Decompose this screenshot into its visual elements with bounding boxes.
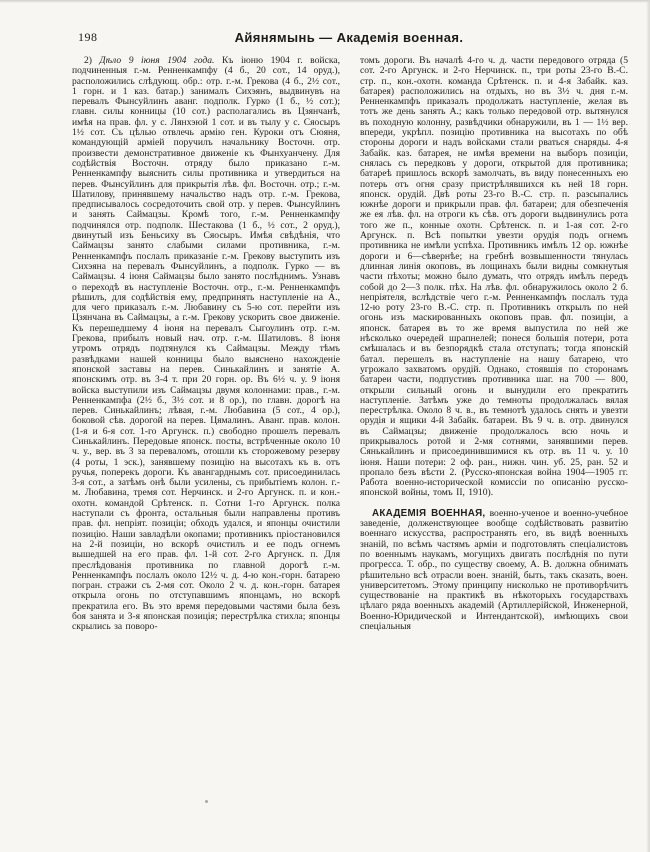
left-column bbox=[72, 56, 340, 796]
page-number: 198 bbox=[78, 30, 98, 44]
running-title: Айянямынь — Академія военная. bbox=[234, 30, 464, 45]
right-column bbox=[360, 56, 628, 796]
article-akademiya-voennaya bbox=[360, 509, 628, 633]
scan-edge-right bbox=[646, 0, 650, 852]
scan-edge-top bbox=[0, 0, 650, 3]
scan-speck bbox=[205, 800, 208, 803]
right-column-continuation bbox=[360, 56, 628, 499]
case-number-prefix: 2) bbox=[84, 56, 100, 66]
page-header bbox=[72, 30, 626, 48]
text-columns bbox=[72, 56, 628, 796]
left-column-body-text: Къ іюню 1904 г. войска, подчиненныя г.-м. Ренненкампфу (4 б., 20 сот., 14 оруд.), расположились слѣдующ. обр.: отр. г.-м. Грекова (4 б., 2½ сот., 1 горн. и 1 каз. батар.) занималъ Сихэянъ, выдвинувъ на перевалъ Фынсуйлинъ аванг. подполк. Гурко (1 б., ½ сот.); главн. силы конницы (10 сот.) располагались въ Цзянчанѣ, имѣя на прав. фл. у с. Лянхэюй 1 сот. и въ тылу у с. Сяосыръ 1½ сот. Съ цѣлью отвлечь армію ген. Куроки отъ Сюяня, командующій арміей поручилъ начальнику Восточн. отр. произвести демонстративное движеніе къ Фынхуанчену. Для содѣйствія Восточн. отряду было приказано г.-м. Ренненкампфу выяснить силы противника и утвердиться на перев. Фынсуйлинъ для прикрытія лѣв. фл. Восточн. отр.; г.-м. Шатилову, принявшему начальство надъ отр. г.-м. Грекова, предписывалось сосредоточить свой отр. у перев. Фынсуйлинъ и занять Саймацзы. Кромѣ того, г.-м. Ренненкампфу подчинялся отр. подполк. Шестакова (1 б., ½ сот., 2 оруд.), двинутый изъ Беньсиху въ Сяосыръ. Имѣя свѣдѣнія, что Саймацзы занято слабыми силами противника, г.-м. Ренненкампфъ послалъ приказаніе г.-м. Грекову выступить изъ Сихэяна на перевалъ Фынсуйлинъ, а подполк. Гурко — въ Саймацзы. 4 іюня Саймацзы было занято послѣднимъ. Узнавъ о переходѣ въ наступленіе Восточн. отр., г.-м. Ренненкампфъ рѣшилъ, для содѣйствія ему, предпринять наступленіе на А., для чего приказалъ г.-м. Любавину съ 5-ю сот. перейти изъ Цзянчана въ Саймацзы, а г.-м. Грекову ускорить свое движеніе. Къ перешедшему 4 іюня на перевалъ Сыгоулинъ отр. г.-м. Грекова, прибылъ новый нач. отр. г.-м. Шатиловъ. 8 іюня утромъ отрядъ подтянулся къ Саймацзы. Между тѣмъ развѣдками нашей конницы было выяснено нахожденіе японской заставы на перев. Синькайлинъ и занятіе А. японскимъ отр. въ 3-4 т. при 20 горн. ор. Въ 6½ ч. у. 9 іюня войска выступили изъ Саймацзы двумя колоннами: прав., г.-м. Ренненкампфа (2½ б., 3½ сот. и 8 ор.), по главн. дорогѣ на перев. Синькайлинъ; лѣвая, г.-м. Любавина (5 сот., 4 ор.), боковой сѣв. дорогой на перев. Цямалинъ. Аванг. прав. колон. (1-я и 6-я сот. 1-го Аргунск. п.) свободно прошелъ перевалъ Синькайлинъ. Передовые японск. посты, встрѣченные около 10 ч. у., вер. въ 3 за переваломъ, отошли къ сторожевому резерву (4 роты, 1 эск.), занявшему позицію на высотахъ къ в. отъ ручья, поперекъ дороги. Къ авангарднымъ сот. присоединилась 3-я сот., а затѣмъ онѣ были усилены, съ прибытіемъ колон. г.-м. Любавина, тремя сот. Нерчинск. и 2-го Аргунск. п. и кон.-охотн. командой Срѣтенск. п. Сотни 1-го Аргунск. полка наступали съ фронта, остальныя были направлены противъ прав. фл. непріят. позиціи; обходъ удался, и японцы очистили позицію. Наши завладѣли окопами; противникъ пріостановился на 2-й позиціи, но вскорѣ очистилъ и ее подъ огнемъ вышедшей на его прав. фл. 1-й сот. 2-го Аргунск. п. Для преслѣдованія противника по главной дорогѣ г.-м. Ренненкампфъ послалъ около 12½ ч. д. 4-ю кон.-горн. батарею погран. стражи съ 2-мя сот. Около 2 ч. д. кон.-горн. батарея открыла огонь по отступавшимъ японцамъ, но вскорѣ прекратила его. Въ это время передовыми частями была безъ боя занята и 3-я японская позиція; перестрѣлка стихла; японцы скрылись за поворо- bbox=[72, 56, 340, 633]
article-heading-akademiya-voennaya: АКАДЕМІЯ ВОЕННАЯ, bbox=[372, 507, 486, 519]
right-column-continuation-text: томъ дороги. Въ началѣ 4-го ч. д. части передового отряда (5 сот. 2-го Аргунск. и 2-го Нерчинск. п., три роты 23-го В.-С. стр. п., кон.-охотн. команда Срѣтенск. п. и 4-я Забайк. каз. батарея) расположились на отдыхъ, но въ 3½ ч. дня г.-м. Ренненкампфъ приказалъ продолжать наступленіе, желая въ тотъ же день занять А.; какъ только передовой отр. вытянулся въ походную колонну, развѣдчики обнаружили, въ 1 — 1½ вер. впереди, укрѣпл. позицію противника на высотахъ по обѣ стороны дороги и надъ войсками стали рваться снаряды. 4-я Забайк. каз. батарея, не имѣя времени на выборъ позиціи, снялась съ передковъ у дороги, открытой для противника; батареѣ пришлось вскорѣ замолчать, въ виду понесенныхъ ею потерь отъ огня сразу пристрѣлявшихся къ ней 18 горн. японск. орудій. Двѣ роты 23-го В.-С. стр. п. разсыпались южнѣе дороги и прикрыли прав. фл. батареи; для обезпеченія же ея лѣв. фл. на отроги къ сѣв. отъ дороги выдвинулись рота того же п., конные охотн. Срѣтенск. п. и 1-ая сот. 2-го Аргунск. п. Всѣ попытки увезти орудія подъ огнемъ противника не имѣли успѣха. Противникъ имѣлъ 12 ор. южнѣе дороги и 6—сѣвернѣе; на гребнѣ возвышенности тянулась длинная линія окоповъ, въ лощинахъ были видны сомкнутыя части пѣхоты; можно было думать, что отрядъ имѣлъ передъ собой до 2—3 полк. пѣх. На лѣв. фл. обнаружилось около 2 б. непріятеля, вслѣдствіе чего г.-м. Ренненкампфъ послалъ туда 12-ю роту 23-го В.-С. стр. п. Противникъ открылъ по ней огонь изъ маскированныхъ окоповъ прав. фл. позиціи, а японск. батарея въ то же время выпустила по ней же нѣсколько очередей шрапнелей; понеся большія потери, рота смѣшалась и въ безпорядкѣ стала отступать; тогда японскій батал. перешелъ въ наступленіе на нашу батарею, что угрожало захватомъ орудій. Однако, стоявшія по сторонамъ батареи части, подпустивъ противника шаг. на 700 — 800, открыли сильный огонь и вынудили его прекратить наступленіе. Затѣмъ уже до темноты продолжалась вялая перестрѣлка. Около 8 ч. в., въ темнотѣ удалось снять и увезти орудія и ящики 4-й Забайк. батареи. Въ 9 ч. в. отр. двинулся въ Саймацзы; движеніе продолжалось всю ночь и прикрывалось ротой и 2-мя сотнями, занявшими перев. Сянькайлинъ и присоединившимися къ отр. въ 11 ч. у. 10 іюня. Наши потери: 2 оф. ран., нижн. чин. уб. 25, ран. 52 и пропало безъ вѣсти 2. (Русско-японская война 1904—1905 гг. Работа военно-исторической комиссіи по описанію русско-японской войны, томъ II, 1910). bbox=[360, 56, 628, 499]
case-title-italic: Дѣло 9 іюня 1904 года. bbox=[99, 56, 215, 66]
article-ayanyamyn-continuation bbox=[72, 56, 340, 633]
article-akademiya-voennaya-text: военно-ученое и военно-учебное заведеніе, долженствующее вообще содѣйствовать развитію военнаго искусства, распространять его, въ видѣ военныхъ знаній, по всѣмъ частямъ арміи и подготовлять спеціалистовъ по военнымъ наукамъ, могущихъ двигать послѣднія по пути прогресса. Т. обр., по существу своему, А. В. должна обнимать рѣшительно всѣ отрасли воен. знаній, быть, такъ сказать, воен. университетомъ. Этому принципу нисколько не противорѣчитъ существованіе на практикѣ въ нѣкоторыхъ государствахъ цѣлаго ряда военныхъ академій (Артиллерійской, Инженерной, Военно-Юридической и Интендантской), имѣющихъ свои спеціальныя bbox=[360, 507, 628, 633]
